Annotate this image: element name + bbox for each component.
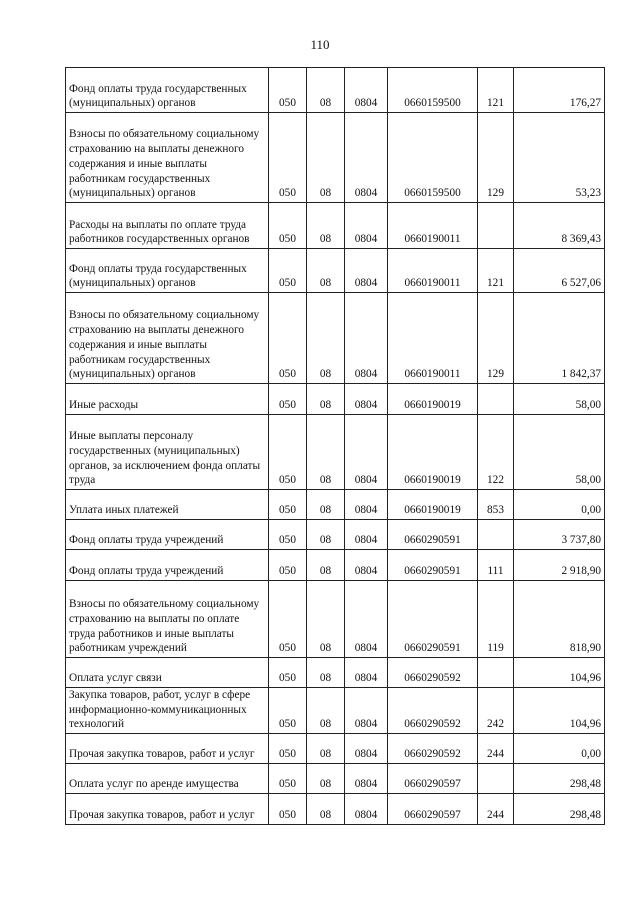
cell-amount: 58,00: [514, 415, 605, 490]
cell-subsection-code: 0804: [345, 688, 388, 734]
cell-amount: 6 527,06: [514, 249, 605, 293]
cell-expense-type: 121: [478, 68, 514, 113]
cell-item-name: [66, 384, 269, 415]
table-row: [66, 550, 605, 581]
table-row: [66, 249, 605, 293]
cell-section-code: 08: [307, 520, 345, 550]
cell-department-code: 050: [269, 249, 307, 293]
cell-amount: 104,96: [514, 658, 605, 688]
cell-section-code: 08: [307, 203, 345, 249]
table-row: [66, 415, 605, 490]
cell-item-name: [66, 581, 269, 658]
cell-section-code: 08: [307, 68, 345, 113]
cell-subsection-code: 0804: [345, 384, 388, 415]
cell-section-code: 08: [307, 688, 345, 734]
item-name-text: Фонд оплаты труда учреждений: [69, 565, 224, 578]
cell-item-name: [66, 68, 269, 113]
cell-item-name: [66, 490, 269, 520]
cell-target-article: 0660159500: [388, 68, 478, 113]
table-row: [66, 658, 605, 688]
cell-section-code: 08: [307, 415, 345, 490]
cell-subsection-code: 0804: [345, 490, 388, 520]
table-row: [66, 68, 605, 113]
cell-department-code: 050: [269, 658, 307, 688]
cell-target-article: 0660290592: [388, 688, 478, 734]
cell-target-article: 0660290591: [388, 581, 478, 658]
cell-subsection-code: 0804: [345, 520, 388, 550]
cell-amount: 53,23: [514, 113, 605, 203]
cell-target-article: 0660190011: [388, 249, 478, 293]
cell-target-article: 0660290592: [388, 734, 478, 764]
cell-target-article: 0660290597: [388, 764, 478, 794]
cell-subsection-code: 0804: [345, 658, 388, 688]
cell-expense-type: 129: [478, 113, 514, 203]
cell-department-code: 050: [269, 520, 307, 550]
table-row: [66, 384, 605, 415]
cell-target-article: 0660190019: [388, 415, 478, 490]
item-name-text: Оплата услуг связи: [69, 672, 162, 685]
cell-target-article: 0660159500: [388, 113, 478, 203]
cell-expense-type: [478, 520, 514, 550]
cell-amount: 176,27: [514, 68, 605, 113]
item-name-text: Прочая закупка товаров, работ и услуг: [69, 809, 255, 822]
cell-subsection-code: 0804: [345, 249, 388, 293]
table-row: [66, 764, 605, 794]
item-name-text: Иные расходы: [69, 399, 139, 412]
cell-item-name: [66, 249, 269, 293]
cell-department-code: 050: [269, 203, 307, 249]
cell-department-code: 050: [269, 688, 307, 734]
cell-item-name: [66, 293, 269, 384]
cell-section-code: 08: [307, 658, 345, 688]
cell-item-name: [66, 520, 269, 550]
cell-section-code: 08: [307, 550, 345, 581]
cell-expense-type: 129: [478, 293, 514, 384]
cell-subsection-code: 0804: [345, 550, 388, 581]
cell-amount: 298,48: [514, 794, 605, 825]
item-name-text: Оплата услуг по аренде имущества: [69, 778, 239, 791]
budget-table: [65, 67, 605, 825]
cell-section-code: 08: [307, 734, 345, 764]
cell-amount: 58,00: [514, 384, 605, 415]
cell-subsection-code: 0804: [345, 68, 388, 113]
cell-amount: 0,00: [514, 490, 605, 520]
cell-section-code: 08: [307, 490, 345, 520]
budget-table-body: [66, 68, 605, 825]
item-name-text: Взносы по обязательному социальному страхованию на выплаты денежного содержания и иные выплаты работникам государственных (муниципальных) органов: [69, 309, 260, 381]
item-name-text: Уплата иных платежей: [69, 504, 179, 517]
table-row: [66, 688, 605, 734]
cell-amount: 0,00: [514, 734, 605, 764]
cell-section-code: 08: [307, 293, 345, 384]
cell-item-name: [66, 203, 269, 249]
cell-section-code: 08: [307, 794, 345, 825]
cell-section-code: 08: [307, 113, 345, 203]
cell-department-code: 050: [269, 293, 307, 384]
cell-subsection-code: 0804: [345, 113, 388, 203]
item-name-text: Расходы на выплаты по оплате труда работников государственных органов: [69, 218, 250, 246]
cell-expense-type: 119: [478, 581, 514, 658]
cell-department-code: 050: [269, 68, 307, 113]
cell-expense-type: 853: [478, 490, 514, 520]
table-row: [66, 581, 605, 658]
item-name-text: Фонд оплаты труда государственных (муниципальных) органов: [69, 262, 247, 290]
cell-expense-type: 111: [478, 550, 514, 581]
cell-item-name: [66, 764, 269, 794]
cell-item-name: [66, 734, 269, 764]
cell-expense-type: 244: [478, 734, 514, 764]
cell-department-code: 050: [269, 764, 307, 794]
cell-department-code: 050: [269, 113, 307, 203]
cell-department-code: 050: [269, 734, 307, 764]
cell-department-code: 050: [269, 384, 307, 415]
cell-amount: 298,48: [514, 764, 605, 794]
cell-item-name: [66, 113, 269, 203]
item-name-text: Иные выплаты персоналу государственных (муниципальных) органов, за исключением фонда оплаты труда: [69, 430, 261, 487]
item-name-text: Прочая закупка товаров, работ и услуг: [69, 748, 255, 761]
cell-subsection-code: 0804: [345, 581, 388, 658]
cell-item-name: [66, 794, 269, 825]
table-row: [66, 293, 605, 384]
cell-target-article: 0660290592: [388, 658, 478, 688]
cell-expense-type: 121: [478, 249, 514, 293]
table-row: [66, 203, 605, 249]
cell-expense-type: [478, 658, 514, 688]
cell-amount: 2 918,90: [514, 550, 605, 581]
cell-subsection-code: 0804: [345, 415, 388, 490]
page-number: 110: [310, 37, 330, 52]
table-row: [66, 113, 605, 203]
item-name-text: Фонд оплаты труда государственных (муниципальных) органов: [69, 82, 247, 110]
item-name-text: Взносы по обязательному социальному страхованию на выплаты по оплате труда работников и иные выплаты работникам учреждений: [69, 598, 260, 655]
cell-section-code: 08: [307, 249, 345, 293]
item-name-text: Фонд оплаты труда учреждений: [69, 534, 224, 547]
cell-target-article: 0660190019: [388, 384, 478, 415]
cell-department-code: 050: [269, 794, 307, 825]
cell-item-name: [66, 550, 269, 581]
cell-target-article: 0660190011: [388, 293, 478, 384]
cell-item-name: [66, 688, 269, 734]
cell-section-code: 08: [307, 581, 345, 658]
cell-expense-type: [478, 384, 514, 415]
cell-section-code: 08: [307, 384, 345, 415]
cell-subsection-code: 0804: [345, 764, 388, 794]
cell-amount: 8 369,43: [514, 203, 605, 249]
cell-department-code: 050: [269, 490, 307, 520]
cell-target-article: 0660190019: [388, 490, 478, 520]
cell-item-name: [66, 658, 269, 688]
cell-subsection-code: 0804: [345, 734, 388, 764]
cell-subsection-code: 0804: [345, 293, 388, 384]
cell-item-name: [66, 415, 269, 490]
cell-department-code: 050: [269, 415, 307, 490]
cell-section-code: 08: [307, 764, 345, 794]
cell-target-article: 0660290597: [388, 794, 478, 825]
cell-department-code: 050: [269, 581, 307, 658]
cell-target-article: 0660190011: [388, 203, 478, 249]
item-name-text: Взносы по обязательному социальному страхованию на выплаты денежного содержания и иные выплаты работникам государственных (муниципальных) органов: [69, 128, 260, 200]
table-row: [66, 490, 605, 520]
cell-amount: 818,90: [514, 581, 605, 658]
cell-expense-type: 122: [478, 415, 514, 490]
cell-amount: 1 842,37: [514, 293, 605, 384]
cell-expense-type: [478, 203, 514, 249]
cell-amount: 104,96: [514, 688, 605, 734]
cell-expense-type: [478, 764, 514, 794]
cell-target-article: 0660290591: [388, 550, 478, 581]
cell-subsection-code: 0804: [345, 203, 388, 249]
cell-target-article: 0660290591: [388, 520, 478, 550]
cell-subsection-code: 0804: [345, 794, 388, 825]
table-row: [66, 520, 605, 550]
cell-department-code: 050: [269, 550, 307, 581]
item-name-text: Закупка товаров, работ, услуг в сфере информационно-коммуникационных технологий: [69, 689, 251, 731]
cell-expense-type: 244: [478, 794, 514, 825]
cell-expense-type: 242: [478, 688, 514, 734]
table-row: [66, 734, 605, 764]
cell-amount: 3 737,80: [514, 520, 605, 550]
table-row: [66, 794, 605, 825]
